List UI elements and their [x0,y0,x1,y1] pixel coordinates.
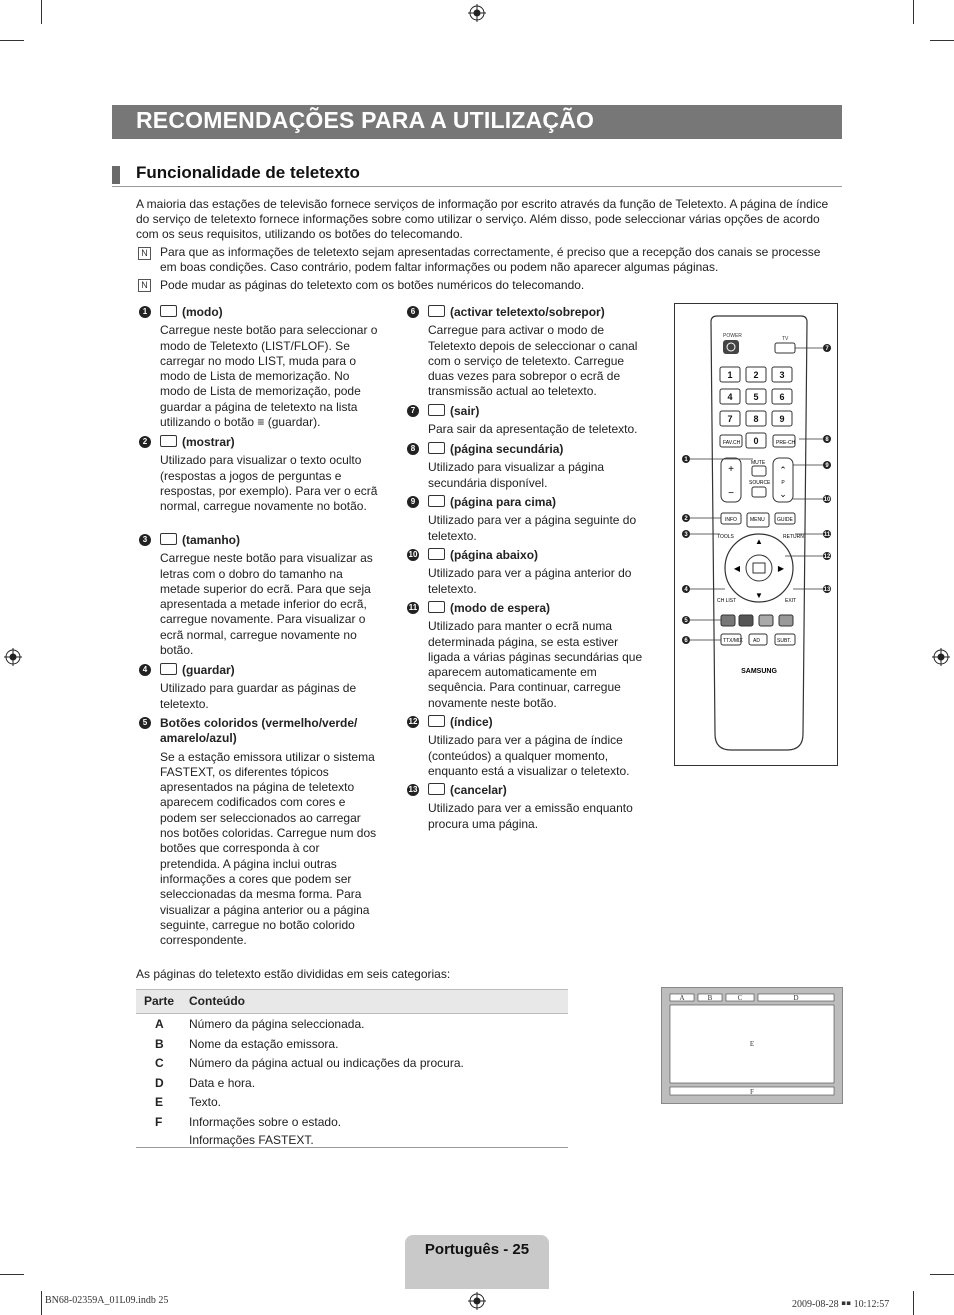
list-item [142,305,380,430]
item-number: 11 [408,603,418,612]
crop-mark [41,1291,42,1315]
crop-mark [913,1291,914,1315]
digit-label: 5 [753,392,759,402]
crop-mark [913,0,914,24]
teletext-diagram-svg [662,988,842,1103]
page-number-tab [405,1235,549,1289]
teletext-mix-icon [428,305,445,317]
callout-number: 2 [684,516,688,522]
svg-text:−: − [728,488,734,499]
page-title: RECOMENDAÇÕES PARA A UTILIZAÇÃO [136,107,595,133]
page-up-icon [428,495,445,507]
svg-text:⌃: ⌃ [779,465,787,475]
mode-icon [160,305,177,317]
section-marker [112,166,120,184]
callout-number: 4 [684,587,688,593]
digit-label: 2 [753,370,759,380]
table-row [136,1053,568,1073]
store-icon [160,663,177,675]
list-item [408,601,650,711]
item-heading: (activar teletexto/sobrepor) [450,305,605,319]
hold-icon [428,601,445,613]
subt-label: SUBT. [777,638,792,644]
item-number: 9 [407,496,419,508]
crop-mark [41,0,42,24]
item-number: 7 [407,405,419,417]
digit-label: 6 [779,392,785,402]
callout-number: 6 [684,638,688,644]
note-icon: N [138,247,151,260]
part-key: B [155,1036,164,1051]
page-number: Português - 25 [424,1241,530,1258]
categories-table [136,989,568,1150]
list-item [410,442,650,491]
column-header: Conteúdo [189,994,245,1008]
part-content: Número da página seleccionada. [189,1017,365,1031]
table-row [136,1112,568,1130]
list-item [410,305,650,400]
digit-label: 1 [727,370,733,380]
list-item [142,435,380,514]
item-heading: (página secundária) [450,442,564,456]
svg-text:⌄: ⌄ [779,489,787,499]
item-number: 13 [408,785,418,794]
table-intro: As páginas do teletexto estão divididas em seis categorias: [136,967,451,981]
tools-label: TOOLS [717,534,734,540]
item-description: Utilizado para visualizar o texto oculto (respostas a jogos de perguntas e respostas, por exemplo). Para ver o ecrã normal, carregue novamente no botão. [160,453,378,514]
region-label-f: F [750,1088,754,1096]
list-item [408,548,650,597]
list-item [142,663,380,712]
remote-control-illustration [675,304,837,765]
tv-label: TV [782,336,789,342]
callout-number: 10 [823,497,831,503]
registration-mark-icon [468,4,486,22]
intro-line: do serviço de teletexto fornece informações sobre como utilizar o serviço. Além disso, pode seleccionar várias opções de acordo [136,212,820,226]
table-bottom-rule [136,1147,568,1148]
column-header: Parte [144,994,175,1008]
crop-mark [930,40,954,41]
part-key: A [155,1017,164,1031]
callout-number: 9 [825,463,829,469]
list-item [408,715,650,779]
reveal-icon [160,435,177,447]
region-label-e: E [749,1040,755,1048]
part-key: C [155,1056,164,1071]
item-description: Utilizado para visualizar a página secundária disponível. [428,460,605,490]
part-content: Informações sobre o estado. [189,1114,342,1129]
part-content: Informações FASTEXT. [189,1132,314,1147]
ad-label: AD [753,638,760,644]
item-number: 3 [139,534,151,546]
callout-number: 7 [825,346,829,352]
svg-text:▼: ▼ [755,591,763,600]
info-label: INFO [725,517,737,523]
remote-illustration-panel [674,303,838,766]
item-number: 1 [139,306,151,318]
region-label-d: D [793,994,799,1002]
callout-number: 5 [684,618,688,624]
digit-label: 8 [753,414,759,424]
digit-label: 4 [727,392,733,402]
list-item [410,495,650,544]
region-label-a: A [679,994,685,1002]
item-heading: (modo) [182,305,223,319]
callout-number: 11 [823,532,831,538]
part-content: Nome da estação emissora. [189,1036,339,1051]
pre-ch-label: PRE-CH [776,440,796,446]
item-description: Carregue neste botão para seleccionar o modo de Teletexto (LIST/FLOF). Se carregar no modo LIST, muda para o modo de Lista de memorização. No modo de Lista de memorização, pode guardar a página de teletexto na lista utilizando o botão ≡ (guardar). [160,323,378,430]
note-text: Para que as informações de teletexto sejam apresentadas correctamente, é preciso que a recepção dos canais se processe [160,245,821,259]
exit-icon [428,404,445,416]
crop-mark [930,1274,954,1275]
list-item [142,716,380,948]
item-heading: (índice) [450,715,493,729]
size-icon [160,533,177,545]
ch-list-label: CH LIST [717,598,737,604]
part-content: Texto. [189,1095,222,1110]
item-heading: (cancelar) [450,783,507,797]
item-number: 6 [407,306,419,318]
item-description: Utilizado para guardar as páginas de teletexto. [160,681,357,711]
digit-label: 7 [727,414,733,424]
source-label: SOURCE [749,480,771,486]
cancel-icon [428,783,445,795]
intro-line: com os seus requisitos, utilizando os botões do telecomando. [136,227,463,241]
exit-label: EXIT [785,598,797,604]
part-key: E [155,1095,164,1110]
item-description: Se a estação emissora utilizar o sistema FASTEXT, os diferentes tópicos apresentados na página de teletexto aparecem codificados com cores e podem ser seleccionados ao carregar nos botões coloridas. Carregue num dos botões que corresponda à cor pretendida. A página inclui outras informações a cores que podem ser seleccionadas da mesma forma. Para visualizar a página anterior ou a página seguinte, carregue no botão colorido correspondente. [160,749,377,948]
list-item [142,533,380,658]
registration-mark-icon [4,648,22,666]
section-title: Funcionalidade de teletexto [136,163,360,182]
table-row [136,1092,568,1112]
item-number: 4 [139,664,151,676]
item-description: Utilizado para ver a página seguinte do teletexto. [428,513,637,543]
item-number: 12 [408,717,418,726]
note-text: em boas condições. Caso contrário, podem faltar informações ou podem não aparecer algumas páginas. [160,260,719,274]
item-number: 10 [408,550,418,559]
item-description: Utilizado para ver a página anterior do teletexto. [428,566,632,596]
item-heading: (guardar) [182,663,235,677]
digit-label: 3 [779,370,785,380]
item-heading: Botões coloridos (vermelho/verde/ amarelo/azul) [160,716,358,746]
part-content: Número da página actual ou indicações da procura. [189,1056,464,1071]
digit-label: 0 [753,436,759,446]
callout-number: 8 [825,437,829,443]
note-text: Pode mudar as páginas do teletexto com os botões numéricos do telecomando. [160,278,585,292]
note-icon: N [138,279,151,292]
table-row [136,1014,568,1034]
item-description: Para sair da apresentação de teletexto. [428,422,638,437]
svg-text:▲: ▲ [755,537,763,546]
print-imprint: BN68-02359A_01L09.indb 25 [45,1295,169,1306]
part-content: Data e hora. [189,1075,256,1090]
item-description: Carregue para activar o modo de Teletexto depois de seleccionar o canal com o serviço de teletexto. Carregue duas vezes para sobrepor o ecrã de transmissão actual ao teletexto. [428,323,638,399]
page-title-bar [112,105,842,139]
item-number: 5 [139,717,151,729]
teletext-layout-diagram [661,987,843,1104]
page-down-icon [428,548,445,560]
crop-mark [0,40,24,41]
index-icon [428,715,445,727]
table-row [136,1073,568,1093]
section-divider [112,186,842,187]
menu-label: MENU [750,517,765,523]
channel-label: P [781,480,785,486]
digit-label: 9 [779,414,785,424]
item-description: Utilizado para ver a emissão enquanto procura uma página. [428,801,633,831]
item-heading: (modo de espera) [450,601,551,615]
intro-line: A maioria das estações de televisão fornece serviços de informação por escrito através da função de Teletexto. A página de índice [136,197,829,211]
item-heading: (sair) [450,404,480,418]
item-number: 2 [139,436,151,448]
list-item [410,404,650,438]
table-row [136,1034,568,1054]
part-key: D [155,1075,164,1090]
crop-mark [0,1274,24,1275]
return-label: RETURN [783,534,804,540]
fav-ch-label: FAV.CH [723,440,741,446]
region-label-c: C [737,994,743,1002]
svg-text:◀: ◀ [733,564,741,573]
callout-number: 3 [684,532,688,538]
svg-text:+: + [728,464,734,475]
mute-label: MUTE [751,460,766,466]
region-label-b: B [707,994,713,1002]
item-number: 8 [407,443,419,455]
item-heading: (mostrar) [182,435,235,449]
callout-number: 1 [684,457,688,463]
callout-number: 13 [823,587,831,593]
brand-logo: SAMSUNG [741,668,777,675]
item-heading: (tamanho) [182,533,240,547]
svg-text:▶: ▶ [777,564,785,573]
item-description: Carregue neste botão para visualizar as letras com o dobro do tamanho na metade superior do ecrã. Para que seja apresentada a metade inferior do ecrã, carregue novamente. Para visualizar o ecrã normal, carregue novamente no botão. [160,551,373,658]
list-item [408,783,650,832]
item-heading: (página para cima) [450,495,557,509]
print-timestamp: 2009-08-28 ￭￭ 10:12:57 [792,1299,890,1310]
power-label: POWER [723,333,742,339]
registration-mark-icon [932,648,950,666]
part-key: F [155,1114,163,1129]
item-description: Utilizado para manter o ecrã numa determinada página, se esta estiver ligada a várias páginas secundárias que aparecem automaticamente em sequência. Para continuar, carregue novamente neste botão. [428,619,643,710]
ttx-mix-label: TTX/MIX [723,638,743,644]
guide-label: GUIDE [777,517,793,523]
sub-page-icon [428,442,445,454]
table-header [136,989,568,1014]
item-heading: (página abaixo) [450,548,539,562]
item-description: Utilizado para ver a página de índice (conteúdos) a qualquer momento, enquanto está a visualizar o teletexto. [428,733,630,778]
callout-number: 12 [823,554,831,560]
registration-mark-icon [468,1292,486,1310]
